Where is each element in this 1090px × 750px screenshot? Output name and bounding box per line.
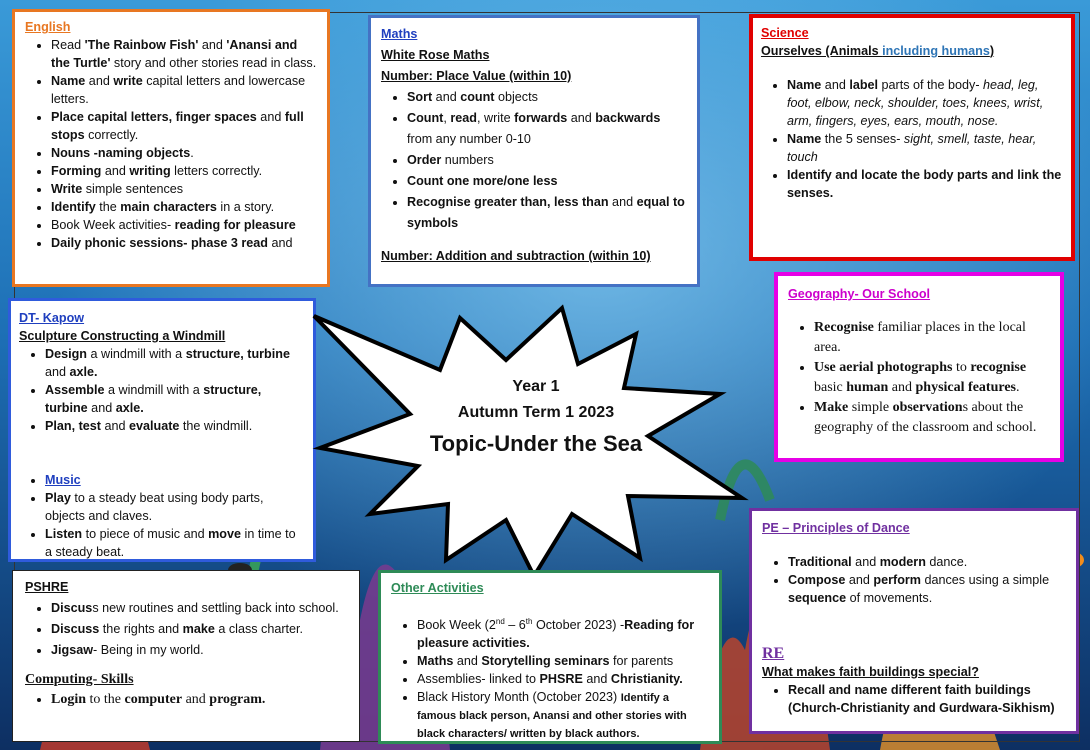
segment: Assemble — [45, 383, 105, 397]
segment: human — [846, 380, 889, 395]
re-subtitle: What makes faith buildings special? — [762, 665, 979, 679]
segment: simple — [848, 400, 893, 415]
segment: PHSRE — [539, 672, 583, 687]
segment: main characters — [120, 200, 217, 214]
bw-sup1: nd — [495, 617, 505, 626]
segment: Traditional — [788, 555, 852, 569]
segment: and — [582, 672, 611, 687]
segment: capital letters and lowercase letters. — [51, 74, 306, 106]
english-item — [51, 198, 319, 216]
english-item — [51, 36, 319, 72]
segment: the 5 senses- — [821, 132, 904, 146]
segment: full stops — [51, 110, 304, 142]
segment: a windmill with a — [87, 347, 186, 361]
science-subtitle — [761, 42, 1063, 60]
segment: sight, smell, taste, hear, touch — [787, 132, 1037, 164]
music-heading — [19, 471, 305, 489]
segment: Maths — [417, 654, 454, 669]
segment: the — [95, 200, 121, 214]
english-item — [51, 72, 319, 108]
segment: Compose — [788, 573, 846, 587]
music-title: Music — [45, 473, 81, 487]
segment: and — [851, 555, 880, 569]
segment: and — [608, 195, 637, 209]
segment: and — [821, 78, 850, 92]
segment: s new routines and settling back into school. — [92, 601, 339, 615]
segment: Recall and name different faith buildings (Church-Christianity and Gurdwara-Sikhism) — [788, 683, 1055, 715]
re-list — [762, 681, 1068, 717]
segment: dance. — [925, 555, 968, 569]
maths-panel — [368, 15, 700, 287]
dt-item — [45, 417, 305, 435]
music-title-item — [45, 471, 305, 489]
other-list-3 — [391, 688, 711, 742]
maths-item — [407, 171, 689, 192]
segment: and — [888, 380, 916, 395]
segment: - Being in my world. — [93, 643, 204, 657]
segment: Write — [51, 182, 83, 196]
bhm-a: Black History Month (October 2023) — [417, 690, 621, 705]
segment: Christianity. — [610, 672, 683, 687]
science-title: Science — [761, 26, 809, 40]
segment: move — [208, 527, 242, 541]
segment: parts of the body- — [878, 78, 984, 92]
bw-a: Book Week (2 — [417, 618, 496, 633]
maths-item — [407, 108, 689, 150]
geography-item — [814, 358, 1050, 398]
segment: , write — [476, 111, 515, 125]
pe-re-panel — [749, 508, 1079, 734]
segment: basic — [814, 380, 847, 395]
segment: physical features — [915, 380, 1016, 395]
science-subtitle-b: including humans — [882, 44, 990, 58]
segment: sequence — [788, 591, 847, 605]
english-item — [51, 216, 319, 234]
re-item — [788, 681, 1068, 717]
segment: Name — [51, 74, 86, 88]
geography-item — [814, 398, 1050, 438]
pshre-item — [51, 640, 351, 661]
segment: Recognise greater than, less than — [407, 195, 609, 209]
science-item — [787, 130, 1063, 166]
music-item — [45, 489, 305, 525]
segment: Storytelling seminars — [481, 654, 610, 669]
segment: and — [453, 654, 482, 669]
segment: Login — [51, 692, 87, 707]
segment: in a story. — [216, 200, 275, 214]
topic-star-text — [410, 374, 662, 462]
maths-list — [381, 87, 689, 234]
segment: Daily phonic sessions- phase 3 read — [51, 236, 268, 250]
segment: letters correctly. — [170, 164, 263, 178]
segment: Count one more/one less — [407, 174, 558, 188]
star-year: Year 1 — [512, 378, 560, 395]
segment: and — [267, 236, 293, 250]
segment: in time to a steady beat. — [45, 527, 296, 559]
star-term: Autumn Term 1 2023 — [457, 404, 615, 421]
segment: Use aerial photographs — [814, 360, 953, 375]
segment: Book Week activities- — [51, 218, 175, 232]
segment: numbers — [441, 153, 494, 167]
segment: and — [198, 38, 227, 52]
segment: equal to symbols — [407, 195, 685, 230]
english-item — [51, 180, 319, 198]
segment: the windmill. — [179, 419, 253, 433]
segment: of movements. — [846, 591, 933, 605]
re-title: RE — [762, 645, 785, 662]
dt-music-panel — [8, 298, 316, 562]
segment: and — [845, 573, 874, 587]
english-item — [51, 162, 319, 180]
bw-c: October 2023) - — [532, 618, 625, 633]
english-list — [25, 36, 319, 252]
segment: for parents — [609, 654, 674, 669]
other-bhm-item — [417, 688, 711, 742]
science-subtitle-a: Ourselves (Animals — [761, 44, 883, 58]
segment: modern — [879, 555, 926, 569]
segment: head, leg, foot, elbow, neck, shoulder, toes, knees, wrist, arm, fingers, eyes, ears, mouth, nose. — [787, 78, 1044, 128]
segment: Sort — [407, 90, 433, 104]
segment: Discuss — [51, 622, 100, 636]
other-list-2 — [391, 652, 711, 688]
science-subtitle-c: ) — [989, 44, 995, 58]
segment: and — [45, 365, 70, 379]
segment: evaluate — [129, 419, 180, 433]
segment: Discus — [51, 601, 93, 615]
segment: structure, turbine — [45, 383, 262, 415]
maths-item — [407, 150, 689, 171]
segment: Count — [407, 111, 444, 125]
maths-section-place-value: Number: Place Value (within 10) — [381, 69, 572, 83]
segment: Listen — [45, 527, 83, 541]
segment: Forming — [51, 164, 102, 178]
segment: reading for pleasure — [174, 218, 296, 232]
english-item — [51, 234, 319, 252]
segment: to the — [86, 692, 125, 707]
geography-title: Geography- Our School — [788, 287, 931, 301]
segment: Nouns -naming objects — [51, 146, 191, 160]
segment: Jigsaw — [51, 643, 93, 657]
geography-list — [788, 318, 1050, 438]
pshre-item — [51, 619, 351, 640]
segment: . — [1015, 380, 1020, 395]
segment: the rights and — [99, 622, 183, 636]
segment: s about the geography of the classroom and school. — [814, 400, 1037, 435]
pshre-item — [51, 598, 351, 619]
segment: story and other stories read in class. — [110, 56, 317, 70]
geography-panel — [774, 272, 1064, 462]
segment: a class charter. — [214, 622, 304, 636]
segment: program. — [209, 692, 266, 707]
bw-d: Reading for pleasure activities. — [417, 618, 695, 651]
segment: Order — [407, 153, 442, 167]
segment: recognise — [970, 360, 1027, 375]
pe-title: PE – Principles of Dance — [762, 521, 910, 535]
segment: Design — [45, 347, 87, 361]
dt-item — [45, 345, 305, 381]
segment: backwards — [595, 111, 661, 125]
computing-item — [51, 690, 351, 710]
bw-b: – 6 — [504, 618, 526, 633]
segment: correctly. — [84, 128, 139, 142]
maths-subtitle: White Rose Maths — [381, 48, 490, 62]
geography-item — [814, 318, 1050, 358]
dt-subtitle: Sculpture Constructing a Windmill — [19, 329, 226, 343]
segment: from any number 0-10 — [407, 132, 531, 146]
other-list — [391, 613, 711, 652]
segment: Read — [51, 38, 85, 52]
science-item — [787, 166, 1063, 202]
segment: Recognise — [814, 320, 874, 335]
pe-item — [788, 571, 1068, 607]
dt-title: DT- Kapow — [19, 311, 85, 325]
segment: and — [101, 419, 130, 433]
bhm-b: Identify a famous black person, Anansi and other stories with black characters/ written by black authors. — [417, 692, 687, 741]
star-topic: Topic-Under the Sea — [429, 431, 643, 456]
segment: and — [101, 164, 130, 178]
segment: to piece of music and — [82, 527, 209, 541]
segment: . — [190, 146, 194, 160]
segment: dances using a simple — [921, 573, 1050, 587]
segment: and — [87, 401, 116, 415]
other-title: Other Activities — [391, 581, 484, 595]
segment: a windmill with a — [104, 383, 204, 397]
other-activities-panel — [378, 570, 722, 744]
segment: to a steady beat using body parts, objects and claves. — [45, 491, 264, 523]
segment: label — [849, 78, 879, 92]
other-item — [417, 652, 711, 670]
segment: perform — [873, 573, 921, 587]
english-item — [51, 108, 319, 144]
computing-list — [25, 690, 351, 710]
segment: , — [443, 111, 451, 125]
segment: and — [256, 110, 285, 124]
other-book-week-item — [417, 613, 711, 652]
segment: writing — [129, 164, 171, 178]
computing-title: Computing- Skills — [25, 672, 134, 687]
segment: Plan, test — [45, 419, 101, 433]
segment: read — [450, 111, 477, 125]
segment: objects — [494, 90, 538, 104]
segment: observation — [892, 400, 963, 415]
segment: axle. — [115, 401, 144, 415]
segment: simple sentences — [82, 182, 184, 196]
maths-title: Maths — [381, 27, 418, 41]
maths-section-addition: Number: Addition and subtraction (within 10) — [381, 249, 651, 263]
dt-list — [19, 345, 305, 435]
segment: forwards — [514, 111, 568, 125]
pe-item — [788, 553, 1068, 571]
segment: Place capital letters, finger spaces — [51, 110, 257, 124]
segment: and — [85, 74, 114, 88]
science-item — [787, 76, 1063, 130]
segment: Identify and locate the body parts and link the senses. — [787, 168, 1062, 200]
english-item — [51, 144, 319, 162]
pe-list — [762, 553, 1068, 607]
music-list — [19, 489, 305, 561]
segment: and — [182, 692, 210, 707]
science-list — [761, 76, 1063, 202]
other-item — [417, 670, 711, 688]
maths-item — [407, 87, 689, 108]
dt-item — [45, 381, 305, 417]
segment: 'The Rainbow Fish' — [84, 38, 199, 52]
pshre-computing-panel — [12, 570, 360, 742]
music-item — [45, 525, 305, 561]
segment: write — [113, 74, 143, 88]
segment: axle. — [69, 365, 98, 379]
segment: to — [952, 360, 971, 375]
segment: Name — [787, 78, 822, 92]
pshre-list — [25, 598, 351, 661]
segment: count — [460, 90, 495, 104]
segment: Assemblies- linked to — [417, 672, 540, 687]
segment: computer — [124, 692, 183, 707]
segment: Identify — [51, 200, 96, 214]
english-title: English — [25, 20, 71, 34]
segment: familiar places in the local area. — [814, 320, 1026, 355]
segment: Name — [787, 132, 822, 146]
science-panel — [749, 14, 1075, 261]
segment: structure, turbine — [185, 347, 290, 361]
pshre-title: PSHRE — [25, 580, 69, 594]
segment: and — [567, 111, 596, 125]
bw-sup2: th — [525, 617, 533, 626]
segment: 'Anansi and the Turtle' — [51, 38, 298, 70]
english-panel — [12, 9, 330, 287]
segment: and — [432, 90, 461, 104]
maths-item — [407, 192, 689, 234]
segment: Play — [45, 491, 71, 505]
segment: make — [182, 622, 215, 636]
segment: Make — [814, 400, 849, 415]
